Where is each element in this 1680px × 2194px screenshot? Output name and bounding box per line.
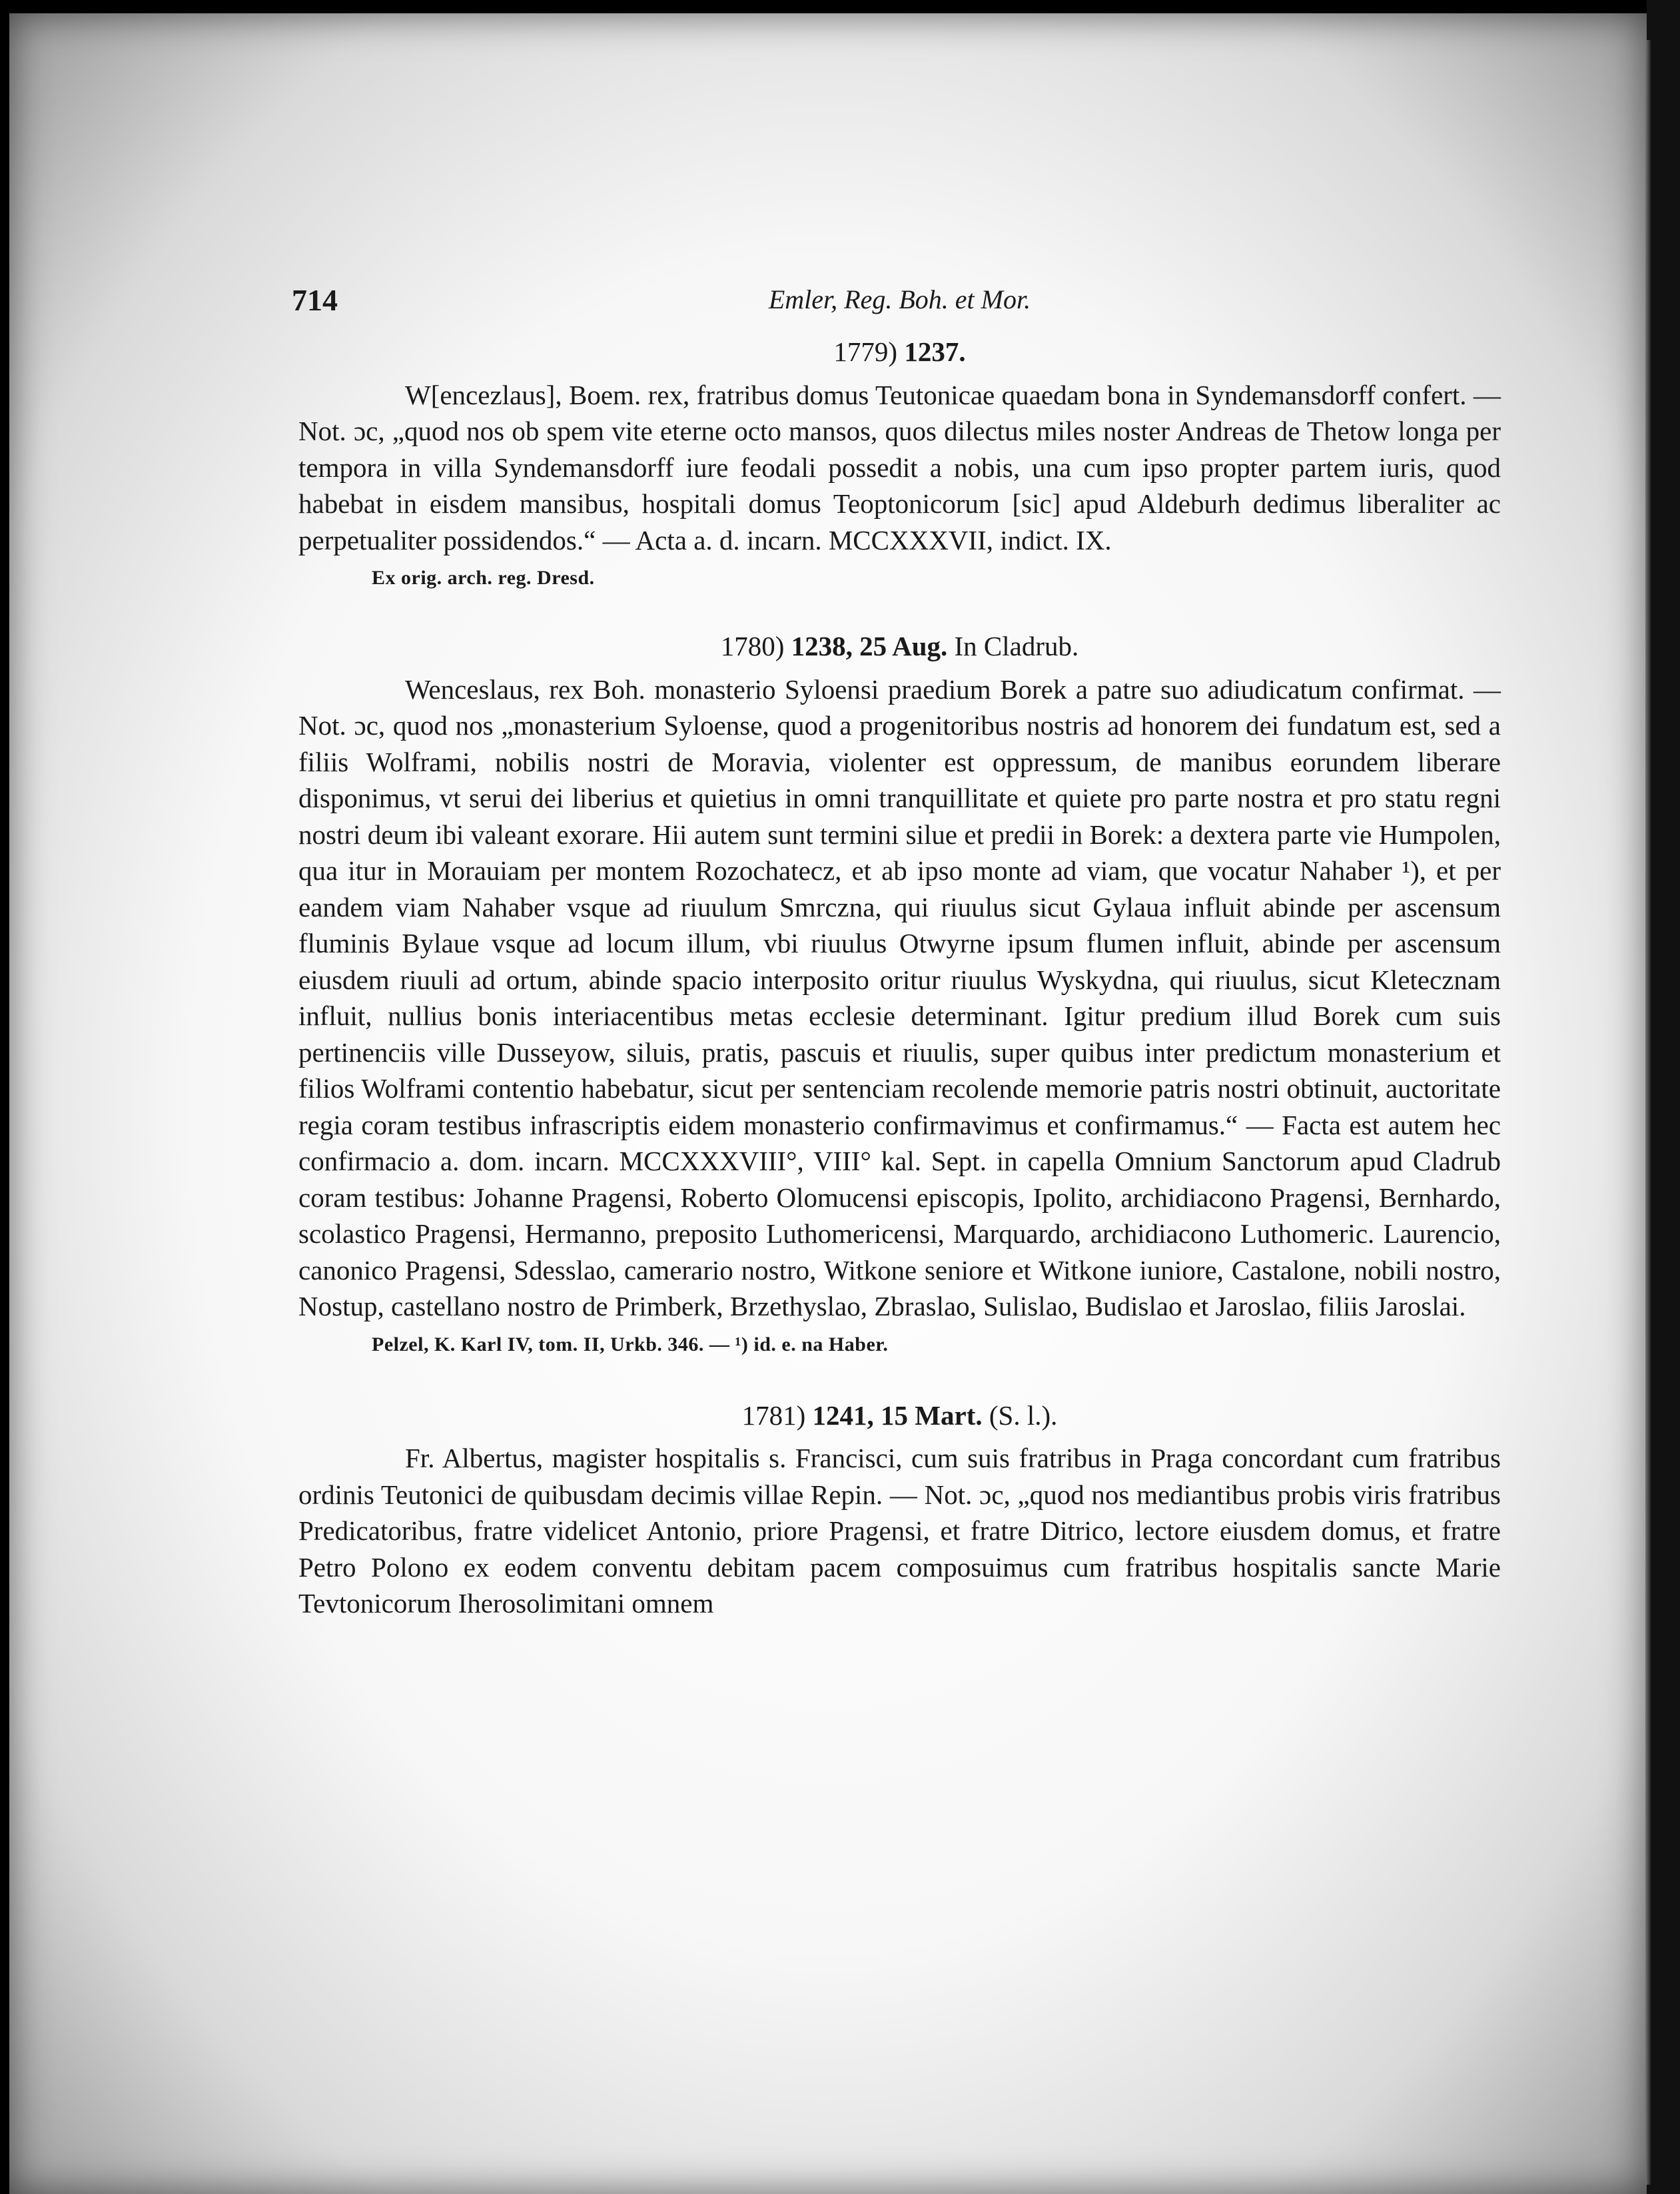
entry-number: 1780) [720,631,785,661]
scan-dark-edge [1647,0,1680,2194]
entry-date: 1238, 25 Aug. [791,631,948,661]
entry-text: Fr. Albertus, magister hospitalis s. Francisci, cum suis fratribus in Praga concordant cum fratribus ordinis Teutonici de quibusdam decimis villae Repin. — Not. ɔc, „quod nos mediantibus probis viris fratribus Predicatoribus, fratre videlicet Antonio, priore Pragensi, et fratre Ditrico, lectore eiusdem domus, et fratre Petro Polono ex eodem conventu debitam pacem composuimus cum fratribus hospitalis sancte Marie Tevtonicorum Iherosolimitani omnem [298,1443,1501,1619]
entry-text: Wenceslaus, rex Boh. monasterio Syloensi praedium Borek a patre suo adiudicatum confirmat. — Not. ɔc, quod nos „monasterium Syloense, quod a progenitoribus nostris ad honorem dei fundatum est, sed a filiis Wolframi, nobilis nostri de Moravia, violenter est oppressum, de manibus eorundem liberare disponimus, vt serui dei liberius et quietius in omni tranquillitate et quiete pro parte nostra et pro statu regni nostri deum ibi valeant exorare. Hii autem sunt termini silue et predii in Borek: a dextera parte vie Humpolen, qua itur in Morauiam per montem Rozochatecz, et ab ipso monte ad viam, que vocatur Nahaber ¹), et per eandem viam Nahaber vsque ad riuulum Smrczna, qui riuulus sicut Gylaua influit abinde per ascensum fluminis Bylaue vsque ad locum illum, vbi riuulus Otwyrne ipsum flumen influit, abinde per ascensum eiusdem riuuli ad ortum, abinde spacio interposito oritur riuulus Wyskydna, qui riuulus, sicut Kletecznam influit, nullius bonis interiacentibus metas ecclesie determinant. Igitur predium illud Borek cum suis pertinenciis ville Dusseyow, siluis, pratis, pascuis et riuulis, super quibus inter predictum monasterium et filios Wolframi contentio habebatur, sicut per sentenciam recolende memorie patris nostri obtinuit, auctoritate regia coram testibus infrascriptis eidem monasterio confirmavimus et confirmamus.“ — Facta est autem hec confirmacio a. dom. incarn. MCCXXXVIII°, VIII° kal. Sept. in capella Omnium Sanctorum apud Cladrub coram testibus: Johanne Pragensi, Roberto Olomucensi episcopis, Ipolito, archidiacono Pragensi, Bernhardo, scolastico Pragensi, Hermanno, preposito Luthomericensi, Marquardo, archidiacono Luthomeric. Laurencio, canonico Pragensi, Sdesslao, camerario nostro, Witkone seniore et Witkone iuniore, Castalone, nobili nostro, Nostup, castellano nostro de Primberk, Brzethyslao, Zbraslao, Sulislao, Budislao et Jaroslao, filiis Jaroslai. [298,673,1501,1321]
page-content [292,280,1501,1622]
entry-date: 1241, 15 Mart. [812,1399,983,1431]
entry-heading [298,1395,1501,1437]
page-header [292,280,1501,332]
entry-heading [298,626,1501,667]
page-fold-edge [1645,40,1651,2185]
entry-1779 [298,332,1501,594]
entry-source: Pelzel, K. Karl IV, tom. II, Urkb. 346. — ¹) id. e. na Haber. [372,1333,889,1355]
entry-place: (S. l.). [989,1399,1058,1431]
entry-place: In Cladrub. [954,631,1079,661]
entry-1781 [298,1395,1501,1622]
entry-date: 1237. [904,336,966,367]
entry-source: Ex orig. arch. reg. Dresd. [372,567,595,589]
entry-heading [298,332,1501,373]
entry-number: 1779) [833,336,898,367]
page-number: 714 [292,283,338,317]
entry-1780 [298,626,1501,1361]
running-head: Emler, Reg. Boh. et Mor. [768,284,1031,314]
entry-text: W[encezlaus], Boem. rex, fratribus domus Teutonicae quaedam bona in Syndemansdorff confert. — Not. ɔc, „quod nos ob spem vite eterne octo mansos, quos dilectus miles noster Andreas de Thetow longa per tempora in villa Syndemansdorff iure feodali possedit a nobis, una cum ipso propter partem iuris, quod habebat in eisdem mansibus, hospitali domus Teoptonicorum [sic] apud Aldeburh dedimus liberaliter ac perpetualiter possidendos.“ — Acta a. d. incarn. MCCXXXVII, indict. IX. [298,379,1501,555]
entry-number: 1781) [741,1399,806,1431]
